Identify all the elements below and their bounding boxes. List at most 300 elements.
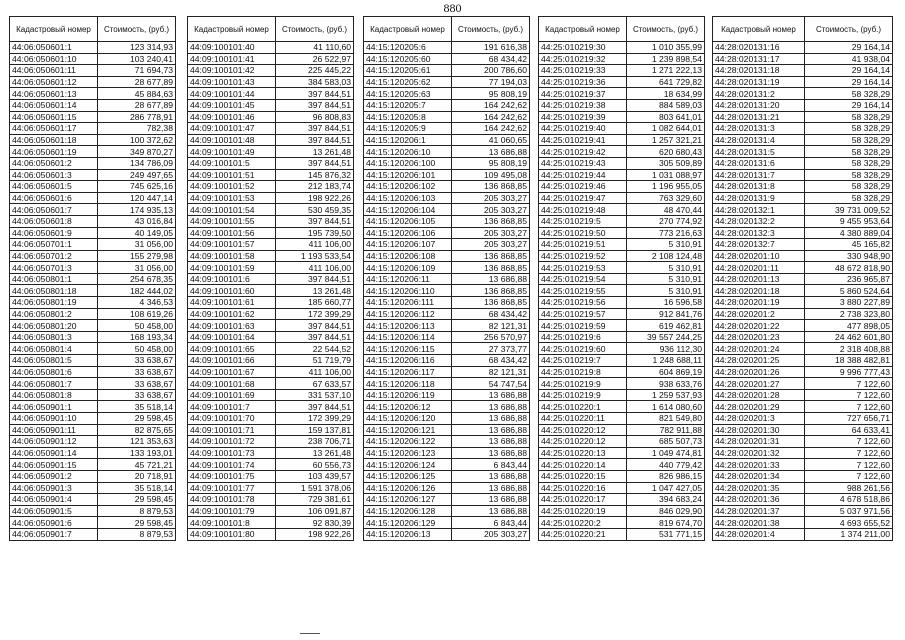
table-row: [188, 215, 354, 227]
cost-value: 164 242,62: [452, 99, 530, 111]
table-row: [713, 378, 893, 390]
cadastral-number: 44:25:010219:41: [539, 134, 627, 146]
table-row: [364, 99, 530, 111]
table-row: [188, 401, 354, 413]
cost-value: 108 619,26: [98, 308, 176, 320]
cost-value: 13 686,88: [452, 494, 530, 506]
cadastral-number: 44:28:020201:11: [713, 262, 805, 274]
table-row: [188, 494, 354, 506]
cost-value: 13 686,88: [452, 273, 530, 285]
cadastral-number: 44:28:020131:18: [713, 65, 805, 77]
cadastral-number: 44:09:100101:49: [188, 146, 276, 158]
table-row: [539, 447, 705, 459]
cadastral-number: 44:09:100101:68: [188, 378, 276, 390]
cadastral-number: 44:28:020201:22: [713, 320, 805, 332]
table-row: [364, 355, 530, 367]
cadastral-number: 44:25:010219:44: [539, 169, 627, 181]
table-row: [188, 517, 354, 529]
cost-value: 604 869,19: [627, 366, 705, 378]
table-row: [364, 285, 530, 297]
cost-value: 846 029,90: [627, 505, 705, 517]
cost-value: 782 911,88: [627, 424, 705, 436]
table-row: [364, 447, 530, 459]
cadastral-number: 44:06:050801:3: [10, 331, 98, 343]
cost-value: 212 183,74: [276, 181, 354, 193]
table-row: [188, 285, 354, 297]
cadastral-number: 44:09:100101:78: [188, 494, 276, 506]
cadastral-number: 44:06:050801:20: [10, 320, 98, 332]
cost-value: 305 509,89: [627, 157, 705, 169]
cost-value: 45 721,21: [98, 459, 176, 471]
cadastral-number: 44:28:020201:37: [713, 505, 805, 517]
table-row: [188, 470, 354, 482]
table-row: [364, 378, 530, 390]
cadastral-number: 44:15:120206:104: [364, 204, 452, 216]
cost-value: 763 329,60: [627, 192, 705, 204]
cadastral-number: 44:09:100101:74: [188, 459, 276, 471]
cost-value: 40 149,05: [98, 227, 176, 239]
cost-value: 172 399,29: [276, 413, 354, 425]
cadastral-number: 44:06:050601:1: [10, 42, 98, 54]
cost-value: 256 570,97: [452, 331, 530, 343]
cadastral-number: 44:15:120206:123: [364, 447, 452, 459]
table-row: [10, 470, 176, 482]
cost-value: 884 589,03: [627, 99, 705, 111]
cadastral-number: 44:06:050901:4: [10, 494, 98, 506]
table-row: [364, 262, 530, 274]
cost-value: 198 922,26: [276, 192, 354, 204]
cost-value: 168 193,34: [98, 331, 176, 343]
cost-value: 1 591 378,06: [276, 482, 354, 494]
header-cost: Стоимость, (руб.): [276, 17, 354, 42]
cost-value: 18 388 482,81: [805, 355, 893, 367]
cadastral-number: 44:06:050601:13: [10, 88, 98, 100]
table-row: [713, 517, 893, 529]
cost-value: 7 122,60: [805, 447, 893, 459]
cadastral-number: 44:28:020131:3: [713, 123, 805, 135]
cadastral-number: 44:15:120206:10: [364, 146, 452, 158]
cost-value: 826 986,15: [627, 470, 705, 482]
cost-value: 58 328,29: [805, 181, 893, 193]
cadastral-number: 44:06:050601:9: [10, 227, 98, 239]
cost-value: 729 381,61: [276, 494, 354, 506]
table-row: [713, 123, 893, 135]
cost-value: 936 112,30: [627, 343, 705, 355]
cadastral-number: 44:15:120205:9: [364, 123, 452, 135]
table-row: [10, 401, 176, 413]
cadastral-number: 44:25:010219:33: [539, 65, 627, 77]
scan-mark: [300, 633, 320, 634]
cost-value: 31 056,00: [98, 262, 176, 274]
cadastral-number: 44:25:010220:2: [539, 517, 627, 529]
cadastral-number: 44:28:020201:2: [713, 308, 805, 320]
table-row: [10, 389, 176, 401]
table-row: [10, 262, 176, 274]
cost-value: 286 778,91: [98, 111, 176, 123]
table-row: [10, 378, 176, 390]
table-row: [713, 169, 893, 181]
cadastral-number: 44:25:010219:36: [539, 76, 627, 88]
cadastral-number: 44:09:100101:57: [188, 239, 276, 251]
cost-value: 6 843,44: [452, 517, 530, 529]
cost-value: 782,38: [98, 123, 176, 135]
table-row: [364, 239, 530, 251]
table-row: [539, 239, 705, 251]
cost-value: 819 674,70: [627, 517, 705, 529]
table-row: [364, 134, 530, 146]
cost-value: 205 303,27: [452, 204, 530, 216]
table-row: [713, 297, 893, 309]
cost-value: 48 470,44: [627, 204, 705, 216]
cost-value: 13 686,88: [452, 505, 530, 517]
cost-value: 9 455 953,64: [805, 215, 893, 227]
cost-value: 397 844,51: [276, 273, 354, 285]
cost-value: 1 031 088,97: [627, 169, 705, 181]
cost-value: 109 495,08: [452, 169, 530, 181]
cadastral-number: 44:09:100101:73: [188, 447, 276, 459]
cost-value: 92 830,39: [276, 517, 354, 529]
table-row: [188, 320, 354, 332]
cadastral-number: 44:28:020201:30: [713, 424, 805, 436]
cadastral-number: 44:25:010219:38: [539, 99, 627, 111]
cadastral-number: 44:09:100101:5: [188, 157, 276, 169]
cost-value: 5 310,91: [627, 239, 705, 251]
cadastral-number: 44:25:010219:39: [539, 111, 627, 123]
cost-value: 13 686,88: [452, 146, 530, 158]
cost-value: 7 122,60: [805, 470, 893, 482]
table-row: [539, 146, 705, 158]
cadastral-number: 44:25:010219:57: [539, 308, 627, 320]
table-row: [364, 424, 530, 436]
cadastral-number: 44:09:100101:58: [188, 250, 276, 262]
table-row: [10, 204, 176, 216]
cost-value: 2 108 124,48: [627, 250, 705, 262]
cadastral-number: 44:15:120206:11: [364, 273, 452, 285]
table-row: [188, 169, 354, 181]
cadastral-number: 44:15:120205:63: [364, 88, 452, 100]
cadastral-number: 44:06:050701:3: [10, 262, 98, 274]
cost-value: 8 879,53: [98, 505, 176, 517]
cost-value: 13 686,88: [452, 482, 530, 494]
cost-value: 136 868,85: [452, 285, 530, 297]
table-row: [539, 157, 705, 169]
cadastral-number: 44:06:050901:15: [10, 459, 98, 471]
table-row: [188, 262, 354, 274]
cost-value: 191 616,38: [452, 42, 530, 54]
cadastral-number: 44:15:120206:100: [364, 157, 452, 169]
table-row: [10, 227, 176, 239]
cadastral-number: 44:09:100101:71: [188, 424, 276, 436]
cost-value: 13 261,48: [276, 285, 354, 297]
table-row: [713, 494, 893, 506]
table-row: [364, 111, 530, 123]
cadastral-number: 44:25:010220:12: [539, 424, 627, 436]
cadastral-number: 44:25:010220:19: [539, 505, 627, 517]
cost-value: 82 875,65: [98, 424, 176, 436]
cadastral-number: 44:15:120206:122: [364, 436, 452, 448]
cadastral-number: 44:25:010219:40: [539, 123, 627, 135]
table-row: [364, 308, 530, 320]
cost-value: 26 522,97: [276, 53, 354, 65]
cost-value: 727 656,71: [805, 413, 893, 425]
cadastral-number: 44:25:010219:48: [539, 204, 627, 216]
cost-value: 58 328,29: [805, 123, 893, 135]
cadastral-number: 44:15:120206:107: [364, 239, 452, 251]
cadastral-table-4: [538, 16, 705, 541]
cadastral-number: 44:06:050801:2: [10, 308, 98, 320]
cadastral-number: 44:09:100101:43: [188, 76, 276, 88]
cadastral-number: 44:06:050601:18: [10, 134, 98, 146]
table-row: [713, 389, 893, 401]
cadastral-number: 44:25:010219:50: [539, 227, 627, 239]
cost-value: 13 686,88: [452, 470, 530, 482]
cost-value: 29 164,14: [805, 65, 893, 77]
cadastral-number: 44:28:020132:1: [713, 204, 805, 216]
table-row: [10, 134, 176, 146]
table-row: [364, 181, 530, 193]
cost-value: 13 261,48: [276, 447, 354, 459]
table-row: [364, 53, 530, 65]
cost-value: 13 686,88: [452, 436, 530, 448]
cost-value: 136 868,85: [452, 215, 530, 227]
cost-value: 254 678,35: [98, 273, 176, 285]
cadastral-number: 44:15:120206:112: [364, 308, 452, 320]
cadastral-number: 44:28:020131:6: [713, 157, 805, 169]
table-row: [713, 505, 893, 517]
table-row: [10, 76, 176, 88]
cadastral-number: 44:09:100101:54: [188, 204, 276, 216]
cadastral-number: 44:09:100101:47: [188, 123, 276, 135]
table-row: [713, 262, 893, 274]
cost-value: 35 518,14: [98, 482, 176, 494]
cost-value: 5 310,91: [627, 262, 705, 274]
cost-value: 39 557 244,25: [627, 331, 705, 343]
cost-value: 100 372,62: [98, 134, 176, 146]
cadastral-number: 44:06:050801:5: [10, 355, 98, 367]
table-row: [539, 297, 705, 309]
table-row: [713, 42, 893, 54]
cost-value: 58 328,29: [805, 134, 893, 146]
cost-value: 1 196 955,05: [627, 181, 705, 193]
table-row: [364, 227, 530, 239]
table-row: [364, 169, 530, 181]
cadastral-number: 44:15:120206:128: [364, 505, 452, 517]
cost-value: 1 259 537,93: [627, 389, 705, 401]
cost-value: 912 841,76: [627, 308, 705, 320]
cadastral-number: 44:15:120206:115: [364, 343, 452, 355]
table-row: [10, 505, 176, 517]
table-row: [364, 297, 530, 309]
table-row: [10, 320, 176, 332]
cadastral-number: 44:09:100101:45: [188, 99, 276, 111]
cadastral-number: 44:15:120206:118: [364, 378, 452, 390]
cost-value: 67 633,57: [276, 378, 354, 390]
cost-value: 182 444,02: [98, 285, 176, 297]
cadastral-number: 44:28:020201:19: [713, 297, 805, 309]
cadastral-number: 44:15:120205:6: [364, 42, 452, 54]
cadastral-table-5: [712, 16, 893, 541]
cost-value: 6 843,44: [452, 459, 530, 471]
cadastral-number: 44:09:100101:8: [188, 517, 276, 529]
cadastral-number: 44:06:050801:19: [10, 297, 98, 309]
table-row: [713, 227, 893, 239]
cost-value: 200 786,60: [452, 65, 530, 77]
cost-value: 477 898,05: [805, 320, 893, 332]
header-cadastral: Кадастровый номер: [10, 17, 98, 42]
cadastral-number: 44:09:100101:65: [188, 343, 276, 355]
cost-value: 205 303,27: [452, 192, 530, 204]
table-row: [713, 215, 893, 227]
cadastral-number: 44:25:010220:1: [539, 401, 627, 413]
cost-value: 249 497,65: [98, 169, 176, 181]
cadastral-number: 44:15:120206:111: [364, 297, 452, 309]
cadastral-number: 44:09:100101:42: [188, 65, 276, 77]
cadastral-number: 44:09:100101:6: [188, 273, 276, 285]
table-row: [10, 528, 176, 540]
cadastral-number: 44:09:100101:48: [188, 134, 276, 146]
cost-value: 58 328,29: [805, 157, 893, 169]
table-row: [364, 401, 530, 413]
cadastral-number: 44:15:120206:110: [364, 285, 452, 297]
cadastral-number: 44:28:020201:23: [713, 331, 805, 343]
cadastral-number: 44:06:050601:15: [10, 111, 98, 123]
cost-value: 384 583,03: [276, 76, 354, 88]
cost-value: 120 447,14: [98, 192, 176, 204]
cost-value: 2 738 323,80: [805, 308, 893, 320]
cadastral-number: 44:28:020131:7: [713, 169, 805, 181]
cadastral-number: 44:15:120206:1: [364, 134, 452, 146]
header-cadastral: Кадастровый номер: [188, 17, 276, 42]
cadastral-number: 44:06:050801:4: [10, 343, 98, 355]
cost-value: 13 686,88: [452, 389, 530, 401]
table-row: [188, 505, 354, 517]
table-row: [713, 343, 893, 355]
cadastral-number: 44:25:010219:37: [539, 88, 627, 100]
cost-value: 1 248 688,11: [627, 355, 705, 367]
table-row: [10, 111, 176, 123]
table-row: [713, 459, 893, 471]
cost-value: 16 596,58: [627, 297, 705, 309]
cost-value: 238 706,71: [276, 436, 354, 448]
cost-value: 13 686,88: [452, 413, 530, 425]
cadastral-number: 44:09:100101:59: [188, 262, 276, 274]
table-row: [539, 436, 705, 448]
table-row: [10, 250, 176, 262]
table-row: [364, 413, 530, 425]
table-row: [713, 413, 893, 425]
cost-value: 1 049 474,81: [627, 447, 705, 459]
cadastral-number: 44:06:050901:14: [10, 447, 98, 459]
table-row: [539, 111, 705, 123]
cadastral-number: 44:15:120206:124: [364, 459, 452, 471]
cost-value: 82 121,31: [452, 366, 530, 378]
cadastral-table-1: [9, 16, 176, 541]
table-row: [364, 65, 530, 77]
cost-value: 123 314,93: [98, 42, 176, 54]
cadastral-number: 44:09:100101:79: [188, 505, 276, 517]
cadastral-number: 44:15:120206:12: [364, 401, 452, 413]
cadastral-number: 44:25:010219:52: [539, 250, 627, 262]
table-row: [10, 494, 176, 506]
cost-value: 103 439,57: [276, 470, 354, 482]
cost-value: 136 868,85: [452, 181, 530, 193]
table-row: [10, 123, 176, 135]
cadastral-number: 44:15:120206:119: [364, 389, 452, 401]
cadastral-number: 44:28:020201:24: [713, 343, 805, 355]
table-row: [188, 331, 354, 343]
cadastral-number: 44:28:020201:26: [713, 366, 805, 378]
table-row: [188, 528, 354, 540]
cost-value: 58 328,29: [805, 146, 893, 158]
cadastral-number: 44:09:100101:62: [188, 308, 276, 320]
table-row: [364, 436, 530, 448]
cadastral-number: 44:06:050601:17: [10, 123, 98, 135]
table-row: [10, 157, 176, 169]
table-row: [364, 528, 530, 540]
cadastral-number: 44:09:100101:66: [188, 355, 276, 367]
cadastral-table-3: [363, 16, 530, 541]
cost-value: 29 164,14: [805, 99, 893, 111]
table-row: [10, 65, 176, 77]
table-row: [539, 204, 705, 216]
table-row: [364, 389, 530, 401]
table-row: [539, 250, 705, 262]
cost-value: 58 328,29: [805, 88, 893, 100]
table-row: [713, 65, 893, 77]
cadastral-number: 44:09:100101:77: [188, 482, 276, 494]
cadastral-number: 44:25:010219:46: [539, 181, 627, 193]
table-row: [10, 436, 176, 448]
cost-value: 349 870,27: [98, 146, 176, 158]
cadastral-number: 44:25:010219:32: [539, 53, 627, 65]
table-row: [713, 528, 893, 540]
table-row: [10, 215, 176, 227]
cadastral-number: 44:25:010219:55: [539, 285, 627, 297]
cost-value: 397 844,51: [276, 320, 354, 332]
cadastral-number: 44:15:120205:60: [364, 53, 452, 65]
cadastral-number: 44:15:120205:7: [364, 99, 452, 111]
table-row: [10, 99, 176, 111]
cost-value: 185 660,77: [276, 297, 354, 309]
cost-value: 134 786,09: [98, 157, 176, 169]
cadastral-number: 44:06:050901:11: [10, 424, 98, 436]
cadastral-number: 44:06:050901:12: [10, 436, 98, 448]
cost-value: 50 458,00: [98, 320, 176, 332]
table-row: [539, 470, 705, 482]
table-row: [10, 273, 176, 285]
table-row: [10, 181, 176, 193]
cost-value: 773 216,63: [627, 227, 705, 239]
cadastral-number: 44:28:020131:16: [713, 42, 805, 54]
cadastral-number: 44:06:050801:8: [10, 389, 98, 401]
header-cadastral: Кадастровый номер: [364, 17, 452, 42]
table-row: [10, 88, 176, 100]
cadastral-number: 44:09:100101:64: [188, 331, 276, 343]
cadastral-number: 44:28:020201:25: [713, 355, 805, 367]
table-row: [10, 366, 176, 378]
table-row: [539, 366, 705, 378]
table-row: [364, 366, 530, 378]
table-row: [188, 76, 354, 88]
cadastral-number: 44:28:020131:9: [713, 192, 805, 204]
cost-value: 45 165,82: [805, 239, 893, 251]
cost-value: 71 694,73: [98, 65, 176, 77]
table-row: [188, 53, 354, 65]
cadastral-number: 44:06:050601:3: [10, 169, 98, 181]
cadastral-number: 44:06:050701:2: [10, 250, 98, 262]
cadastral-number: 44:25:010220:17: [539, 494, 627, 506]
table-row: [364, 343, 530, 355]
